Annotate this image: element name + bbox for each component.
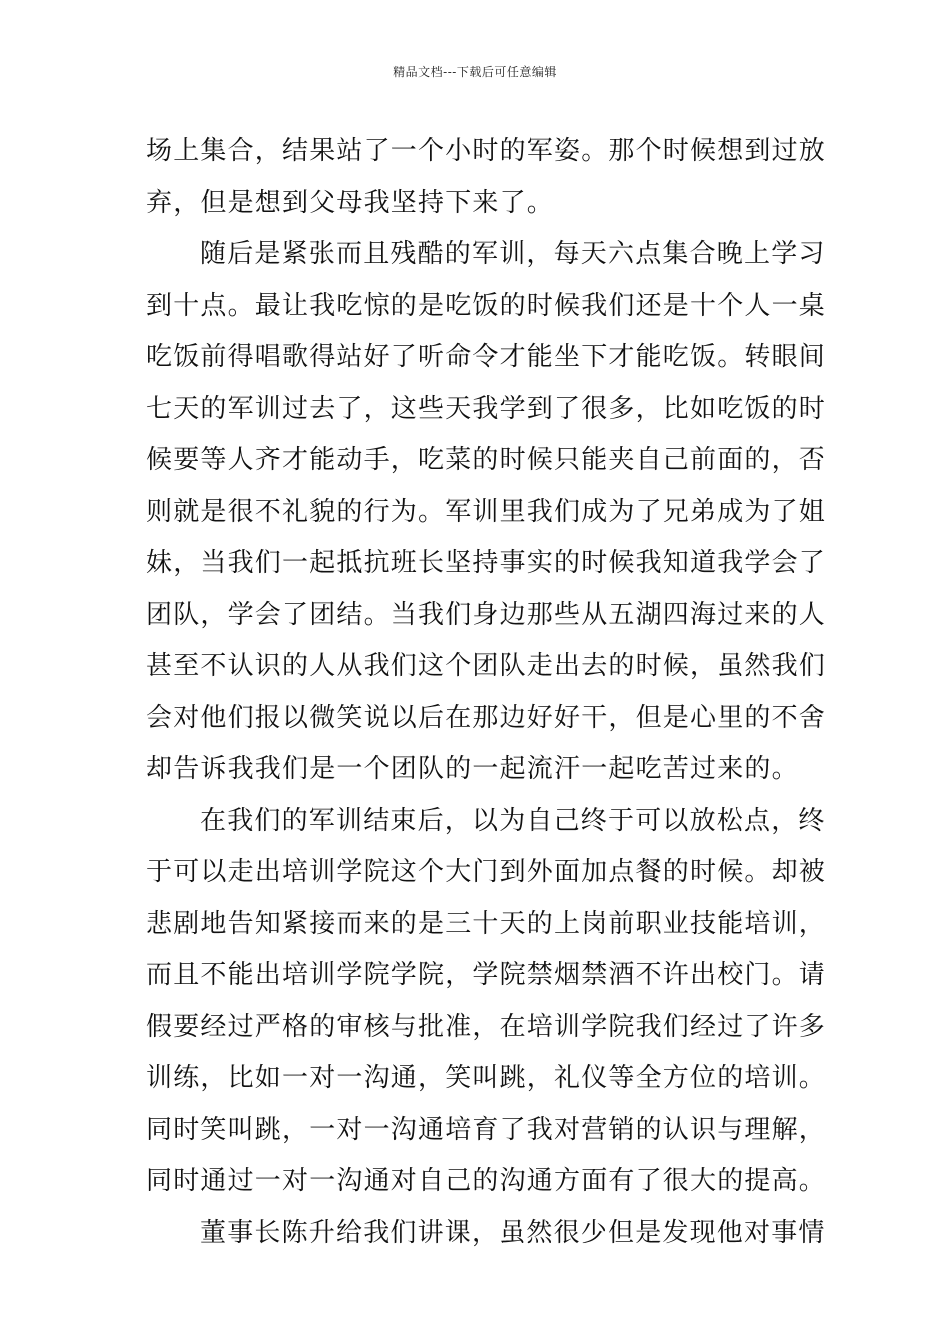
text-line: 七天的军训过去了，这些天我学到了很多，比如吃饭的时: [146, 393, 827, 424]
text-line: 悲剧地告知紧接而来的是三十天的上岗前职业技能培训，: [146, 908, 827, 939]
text-line: 董事长陈升给我们讲课，虽然很少但是发现他对事情: [200, 1217, 826, 1248]
text-line: 而且不能出培训学院学院，学院禁烟禁酒不许出校门。请: [146, 960, 827, 990]
text-line: 到十点。最让我吃惊的是吃饭的时候我们还是十个人一桌: [146, 290, 827, 321]
text-line: 团队，学会了团结。当我们身边那些从五湖四海过来的人: [146, 599, 827, 630]
text-line: 假要经过严格的审核与批准，在培训学院我们经过了许多: [146, 1011, 827, 1042]
text-line: 随后是紧张而且残酷的军训，每天六点集合晚上学习: [200, 239, 826, 269]
text-line: 训练，比如一对一沟通，笑叫跳，礼仪等全方位的培训。: [146, 1063, 827, 1093]
text-line: 于可以走出培训学院这个大门到外面加点餐的时候。却被: [146, 857, 827, 887]
body-text: [146, 126, 827, 1259]
text-line: 同时通过一对一沟通对自己的沟通方面有了很大的提高。: [146, 1166, 827, 1196]
text-line: 会对他们报以微笑说以后在那边好好干，但是心里的不舍: [146, 702, 827, 733]
text-line: 则就是很不礼貌的行为。军训里我们成为了兄弟成为了姐: [146, 496, 827, 527]
page-header: 精品文档---下载后可任意编辑: [393, 65, 557, 79]
paragraph-3: [146, 796, 827, 1208]
text-line: 同时笑叫跳，一对一沟通培育了我对营销的认识与理解，: [146, 1114, 827, 1145]
text-line: 甚至不认识的人从我们这个团队走出去的时候，虽然我们: [146, 651, 827, 681]
paragraph-2: [146, 229, 827, 796]
text-line: 弃，但是想到父母我坚持下来了。: [146, 187, 555, 218]
text-line: 妹，当我们一起抵抗班长坚持事实的时候我知道我学会了: [146, 548, 827, 578]
text-line: 吃饭前得唱歌得站好了听命令才能坐下才能吃饭。转眼间: [146, 342, 827, 372]
text-line: 却告诉我我们是一个团队的一起流汗一起吃苦过来的。: [146, 754, 799, 784]
text-line: 在我们的军训结束后，以为自己终于可以放松点，终: [200, 805, 826, 836]
text-line: 候要等人齐才能动手，吃菜的时候只能夹自己前面的，否: [146, 445, 827, 475]
text-line: 场上集合，结果站了一个小时的军姿。那个时候想到过放: [146, 136, 827, 166]
paragraph-4: [146, 1208, 826, 1260]
paragraph-1: [146, 126, 827, 229]
